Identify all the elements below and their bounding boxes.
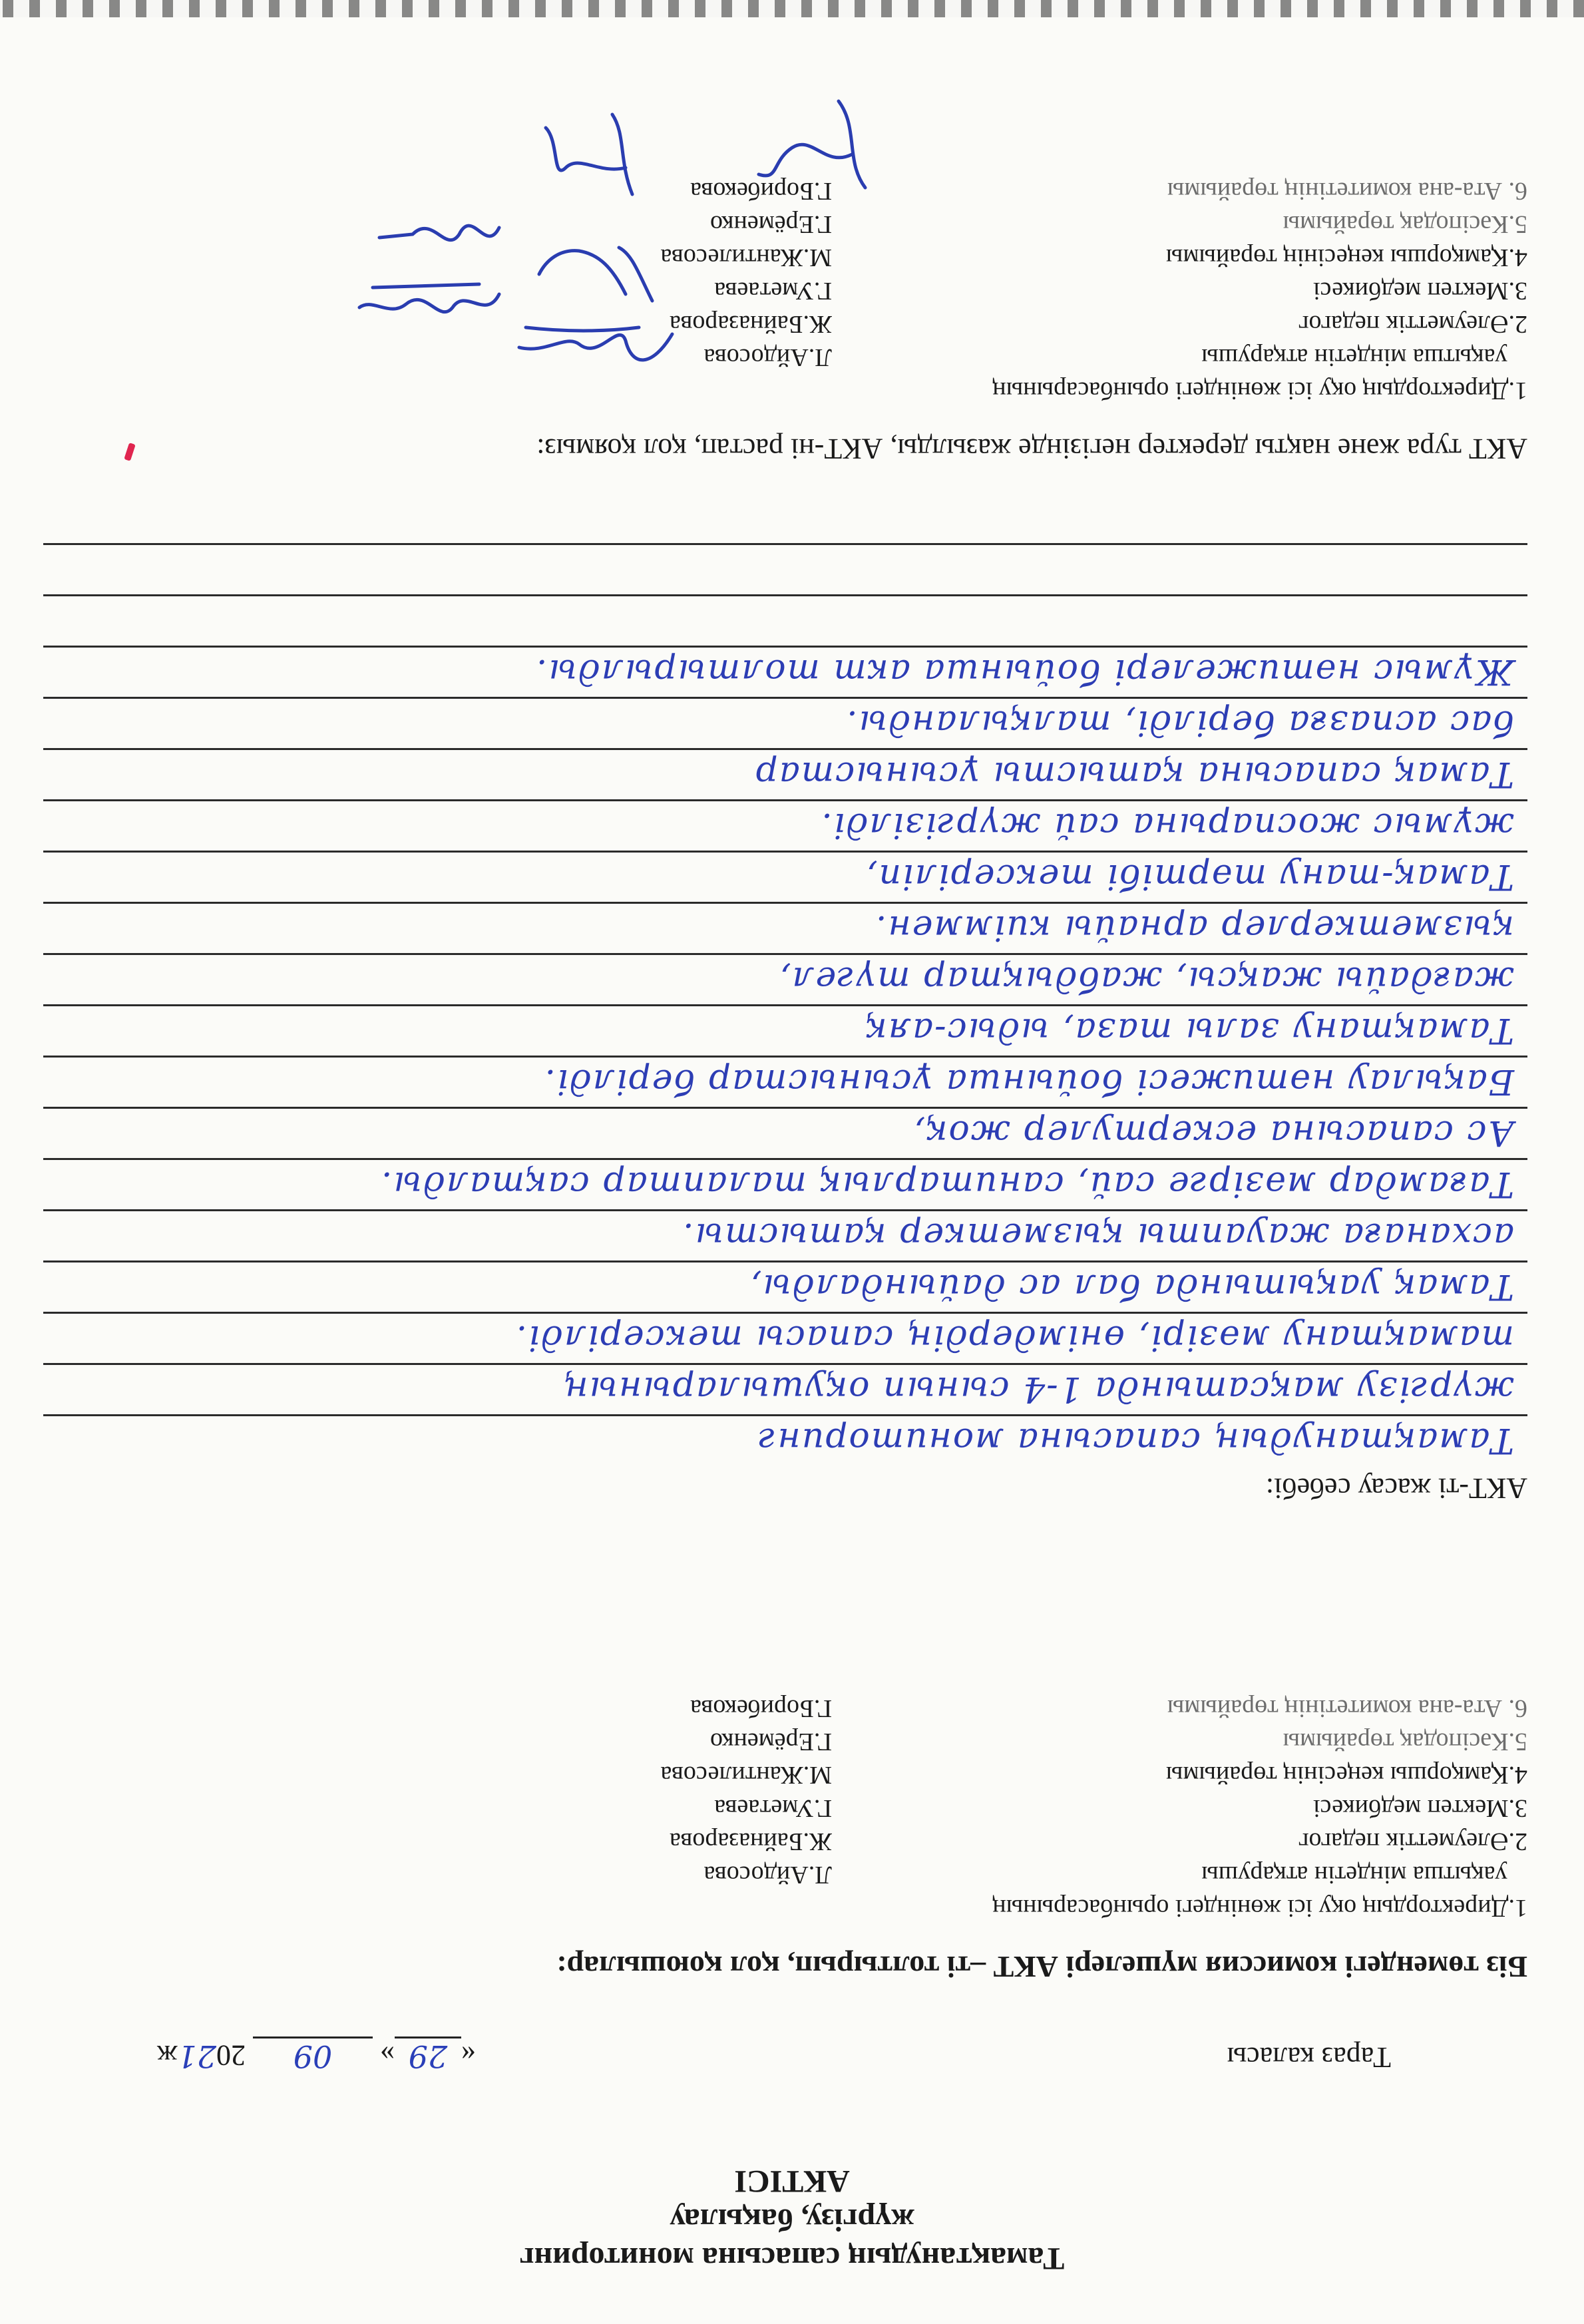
- handwritten-line: [43, 594, 1527, 646]
- member-row: [63, 374, 1527, 407]
- date-open-quote: «: [461, 2039, 476, 2072]
- member-role: 2.Әлеуметтік педагог: [1298, 1828, 1527, 1855]
- handwritten-line: [43, 1107, 1527, 1158]
- city-name: Тараз каласы: [1227, 2041, 1391, 2074]
- handwritten-line: [43, 851, 1527, 902]
- signature-boribekova: [752, 88, 885, 201]
- member-name: Г.Уметаева: [714, 1794, 832, 1822]
- member-name: Л.Айдосова: [703, 1861, 832, 1889]
- handwritten-text: Тамақтану залы таза, ыдыс-аяқ: [865, 1010, 1514, 1050]
- date-year: 21: [177, 2038, 216, 2074]
- member-role: 4.Қамқоршы кеңесінің төрайымы: [1165, 244, 1527, 272]
- member-role: 1.Директордың оқу ісі жөніндегі орынбасарының: [992, 377, 1527, 405]
- member-name: Г.Уметаева: [714, 277, 832, 305]
- member-role: 6. Ата-ана комитетінің төрайымы: [1167, 1694, 1527, 1722]
- member-name: М.Жантилесова: [660, 244, 832, 272]
- member-role: 5.Кәсіподақ төрайымы: [1283, 210, 1527, 238]
- member-role: уақытша міндетін атқарушы: [1201, 343, 1507, 371]
- handwritten-line: [43, 953, 1527, 1004]
- handwritten-line: [43, 748, 1527, 799]
- signature-eremenko: [539, 101, 652, 208]
- member-row: [63, 1692, 1527, 1725]
- handwritten-line: [43, 1363, 1527, 1414]
- member-name: Ж.Байназарова: [670, 1828, 832, 1855]
- member-role: 3.Мектеп медбикесі: [1312, 1794, 1527, 1822]
- member-row: [63, 1858, 1527, 1891]
- handwritten-text: Тамақ сапасына қатысты ұсыныстар: [754, 754, 1514, 794]
- title-line-1: Тамақтанудың сапасына мониторинг: [519, 2241, 1065, 2276]
- handwritten-line: [43, 799, 1527, 851]
- member-name: Г.Ерёменко: [709, 210, 832, 238]
- handwritten-text: қызметкерлер арнайы киіммен.: [874, 908, 1514, 948]
- member-row: [63, 274, 1527, 307]
- member-row: [63, 341, 1527, 374]
- signature-zhantilesova: [373, 201, 506, 261]
- date-day: 29: [408, 2038, 448, 2074]
- date-month-field: [253, 2036, 373, 2074]
- handwritten-reason-lines: [43, 543, 1527, 1465]
- handwritten-text: Бақылау нәтижесі бойынша ұсыныстар берілді.: [543, 1062, 1514, 1101]
- handwritten-text: асханаға жауапты қызметкер қатысты.: [682, 1215, 1514, 1255]
- member-row: [63, 241, 1527, 274]
- handwritten-line: [43, 1414, 1527, 1465]
- member-name: Г.Борибекова: [690, 177, 832, 205]
- handwritten-line: [43, 1260, 1527, 1312]
- member-role: 2.Әлеуметтік педагог: [1298, 310, 1527, 338]
- member-role: уақытша міндетін атқарушы: [1201, 1861, 1507, 1889]
- handwritten-line: [43, 646, 1527, 697]
- scan-edge-artifact: [0, 0, 1584, 17]
- member-role: 6. Ата-ана комитетінің төрайымы: [1167, 177, 1527, 205]
- handwritten-text: жағдайы жақсы, жабдықтар түгел,: [778, 959, 1514, 999]
- member-row: [63, 1792, 1527, 1825]
- date-year-prefix: 20: [216, 2039, 246, 2072]
- handwritten-text: Ас сапасына ескертулер жоқ,: [912, 1113, 1514, 1153]
- date-day-field: [395, 2036, 461, 2074]
- handwritten-text: Тағамдар мәзірге сай, санитарлық талаптар сақталды.: [379, 1164, 1514, 1204]
- member-row: [63, 307, 1527, 341]
- commission-heading: Біз төмендегі комиссия мүшелері АКТ –ті толтырып, қол қоюшылар:: [556, 1950, 1527, 1984]
- member-row: [63, 208, 1527, 241]
- document-date: [157, 2036, 476, 2074]
- member-name: Ж.Байназарова: [670, 310, 832, 338]
- document-title: [0, 2162, 1584, 2277]
- signature-aidosova: [512, 314, 679, 381]
- handwritten-line: [43, 1209, 1527, 1260]
- member-row: [63, 1758, 1527, 1792]
- handwritten-line: [43, 543, 1527, 594]
- handwritten-line: [43, 697, 1527, 748]
- handwritten-text: тамақтану мәзірі, өнімдердің сапасы тексерілді.: [514, 1318, 1514, 1358]
- reason-label: АКТ-ті жасау себебі:: [1265, 1472, 1527, 1505]
- title-line-2: жүргізу, бақылау: [670, 2202, 914, 2237]
- handwritten-text: жүргізу мақсатында 1-4 сынып оқушыларының: [562, 1369, 1514, 1409]
- date-month: 09: [293, 2038, 333, 2074]
- handwritten-line: [43, 1056, 1527, 1107]
- handwritten-text: бас аспазға берілді, талқыланды.: [845, 703, 1514, 743]
- handwritten-text: Тамақ-тану тәртібі тексеріліп,: [865, 857, 1514, 896]
- signature-baynazarova: [353, 274, 506, 334]
- handwritten-line: [43, 902, 1527, 953]
- title-line-3: АКТІСІ: [734, 2164, 850, 2199]
- member-name: Г.Ерёменко: [709, 1728, 832, 1756]
- handwritten-text: Жұмыс нәтижелері бойынша акт толтырылды.: [534, 652, 1514, 691]
- red-ink-mark: [124, 443, 136, 461]
- handwritten-line: [43, 1158, 1527, 1209]
- handwritten-line: [43, 1004, 1527, 1056]
- date-close-quote: »: [380, 2039, 395, 2072]
- member-role: 1.Директордың оқу ісі жөніндегі орынбасарының: [992, 1894, 1527, 1922]
- member-name: М.Жантилесова: [660, 1761, 832, 1789]
- handwritten-text: Тамақтанудың сапасына мониторинг: [757, 1420, 1514, 1460]
- date-year-suffix: ж: [157, 2039, 178, 2072]
- member-row: [63, 1891, 1527, 1925]
- member-role: 3.Мектеп медбикесі: [1312, 277, 1527, 305]
- members-list-top: [63, 1692, 1527, 1925]
- handwritten-text: Тамақ уақытында бал ас дайындалды,: [749, 1266, 1514, 1306]
- member-row: [63, 1825, 1527, 1858]
- member-row: [63, 1725, 1527, 1758]
- handwritten-line: [43, 1312, 1527, 1363]
- member-role: 5.Кәсіподақ төрайымы: [1283, 1728, 1527, 1756]
- member-role: 4.Қамқоршы кеңесінің төрайымы: [1165, 1761, 1527, 1789]
- member-name: Г.Борибекова: [690, 1694, 832, 1722]
- member-name: Л.Айдосова: [703, 343, 832, 371]
- signature-umetaeva: [532, 234, 666, 314]
- handwritten-text: жұмыс жоспарына сай жүргізілді.: [820, 805, 1514, 845]
- members-list-bottom: [63, 174, 1527, 407]
- confirmation-statement: АКТ тура және нақты деректер негізінде жазылды, АКТ-ні растап, қол қоямыз:: [536, 433, 1527, 465]
